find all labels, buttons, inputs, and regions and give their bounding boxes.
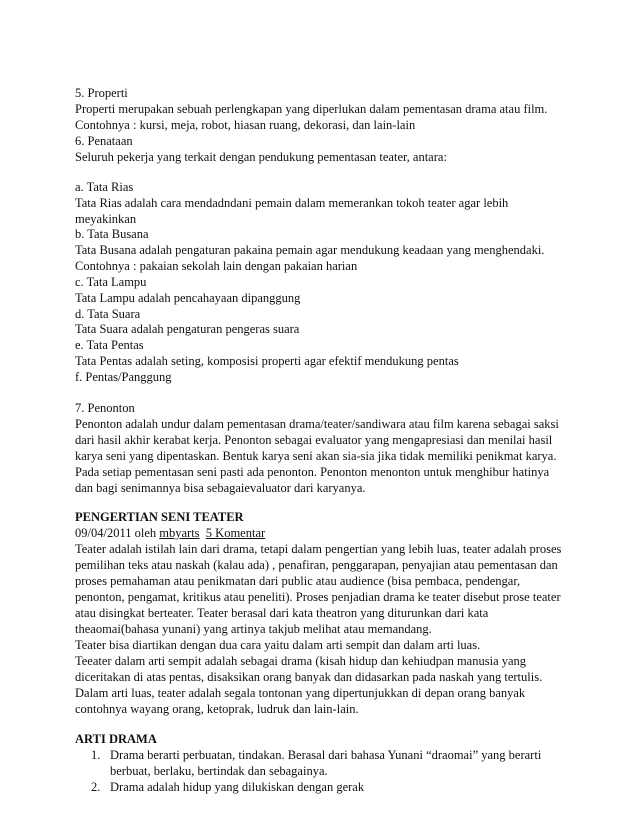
paragraph-line: Seluruh pekerja yang terkait dengan pendukung pementasan teater, antara: [75, 150, 447, 164]
list-item-text: berbuat, berlaku, bertindak dan sebagainya. [110, 764, 328, 778]
paragraph-line: Contohnya : kursi, meja, robot, hiasan ruang, dekorasi, dan lain-lain [75, 118, 416, 132]
subheading-tata-suara: d. Tata Suara [75, 307, 141, 321]
section-heading-penonton: 7. Penonton [75, 401, 135, 415]
section-heading-penataan: 6. Penataan [75, 134, 133, 148]
paragraph-line: Tata Busana adalah pengaturan pakaina pemain agar mendukung keadaan yang menghendaki. [75, 243, 545, 257]
paragraph-line: Teeater dalam arti sempit adalah sebagai drama (kisah hidup dan kehiudpan manusia yang [75, 654, 527, 668]
subheading-tata-busana: b. Tata Busana [75, 227, 149, 241]
paragraph-line: dan bagi senimannya bisa sebagaievaluator dari karyanya. [75, 481, 366, 495]
paragraph-line: pemilihan teks atau naskah (kalau ada) , penafiran, penggarapan, penyajian atau pementasan dan [75, 558, 558, 572]
paragraph-line: meyakinkan [75, 212, 137, 226]
heading-pengertian-seni-teater: PENGERTIAN SENI TEATER [75, 510, 244, 524]
paragraph-line: proses pemahaman atau penikmatan dari public atau audience (bisa pembaca, pendengar, [75, 574, 521, 588]
paragraph-line: theaomai(bahasa yunani) yang artinya takjub melihat atau memandang. [75, 622, 432, 636]
paragraph-line: Properti merupakan sebuah perlengkapan yang diperlukan dalam pementasan drama atau film. [75, 102, 548, 116]
paragraph-line: Contohnya : pakaian sekolah lain dengan pakaian harian [75, 259, 358, 273]
comments-link[interactable]: 5 Komentar [205, 526, 266, 540]
subheading-tata-pentas: e. Tata Pentas [75, 338, 144, 352]
paragraph-line: Teater bisa diartikan dengan dua cara yaitu dalam arti sempit dan dalam arti luas. [75, 638, 481, 652]
post-date: 09/04/2011 oleh [75, 526, 160, 540]
author-link[interactable]: mbyarts [159, 526, 200, 540]
paragraph-line: atau disingkat berteater. Teater berasal dari kata theatron yang diturunkan dari kata [75, 606, 489, 620]
paragraph-line: Tata Rias adalah cara mendadndani pemain dalam memerankan tokoh teater agar lebih [75, 196, 509, 210]
paragraph-line: diceritakan di atas pentas, disaksikan orang banyak dan didasarkan pada naskah yang tertulis. [75, 670, 543, 684]
paragraph-line: Dalam arti luas, teater adalah segala tontonan yang dipertunjukkan di depan orang banyak [75, 686, 526, 700]
section-heading-properti: 5. Properti [75, 86, 128, 100]
paragraph-line: karya seni yang dipentaskan. Bentuk karya seni akan sia-sia jika tidak memiliki penikmat karya. [75, 449, 557, 463]
paragraph-line: Penonton adalah undur dalam pementasan drama/teater/sandiwara atau film karena sebagai saksi [75, 417, 559, 431]
paragraph-line: Teater adalah istilah lain dari drama, tetapi dalam pengertian yang lebih luas, teater adalah proses [75, 542, 562, 556]
paragraph-line: Tata Pentas adalah seting, komposisi properti agar efektif mendukung pentas [75, 354, 459, 368]
paragraph-line: dari hasil akhir kerabat kerja. Penonton sebagai evaluator yang mengapresiasi dan menilai hasil [75, 433, 553, 447]
list-item-text: Drama berarti perbuatan, tindakan. Berasal dari bahasa Yunani “draomai” yang berarti [110, 748, 542, 762]
list-item-number: 2. [91, 780, 101, 794]
subheading-tata-rias: a. Tata Rias [75, 180, 134, 194]
list-item-text: Drama adalah hidup yang dilukiskan dengan gerak [110, 780, 365, 794]
subheading-tata-lampu: c. Tata Lampu [75, 275, 147, 289]
heading-arti-drama: ARTI DRAMA [75, 732, 157, 746]
paragraph-line: penonton, pengamat, kritikus atau peneliti). Proses penjadian drama ke teater disebut prose teater [75, 590, 561, 604]
post-meta [75, 526, 265, 542]
paragraph-line: Tata Suara adalah pengaturan pengeras suara [75, 322, 300, 336]
paragraph-line: Tata Lampu adalah pencahayaan dipanggung [75, 291, 301, 305]
paragraph-line: Pada setiap pementasan seni pasti ada penonton. Penonton menonton untuk menghibur hatinya [75, 465, 550, 479]
list-item-number: 1. [91, 748, 101, 762]
subheading-pentas-panggung: f. Pentas/Panggung [75, 370, 172, 384]
paragraph-line: contohnya wayang orang, ketoprak, ludruk dan lain-lain. [75, 702, 359, 716]
